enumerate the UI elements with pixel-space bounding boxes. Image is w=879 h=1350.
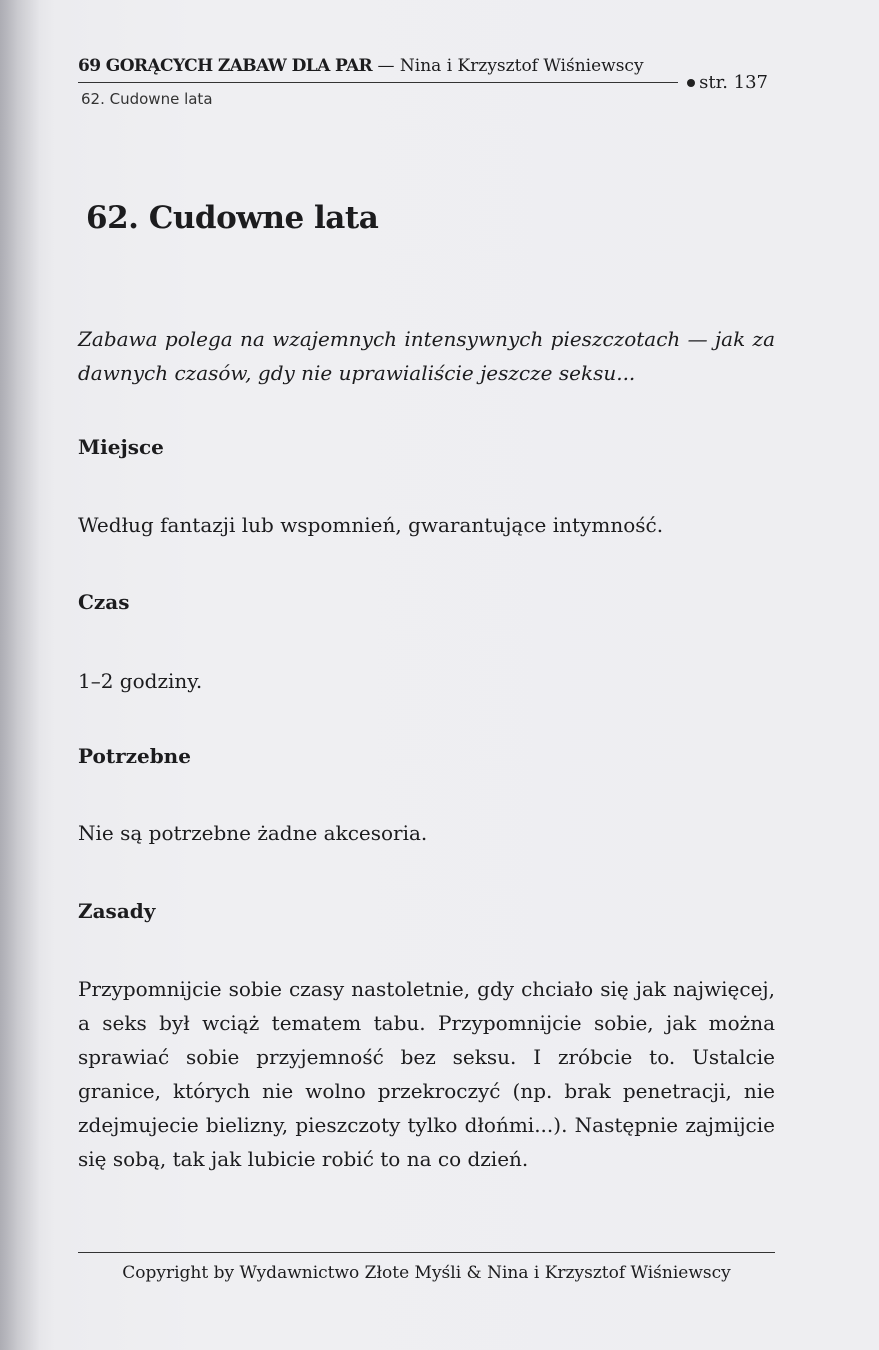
chapter-intro: Zabawa polega na wzajemnych intensywnych pieszczotach — jak za dawnych czasów, gdy nie uprawialiście jeszcze seksu... (78, 327, 775, 385)
header-authors: Nina i Krzysztof Wiśniewscy (399, 56, 644, 76)
header-section-name: 62. Cudowne lata (81, 90, 213, 108)
bullet-icon (687, 79, 695, 87)
header-rule (78, 82, 678, 83)
section-text-time: 1–2 godziny. (78, 669, 203, 693)
running-header (78, 56, 768, 114)
header-book-title: 69 GORĄCYCH ZABAW DLA PAR (78, 56, 373, 76)
page-number-label: str. 137 (699, 72, 768, 93)
footer-copyright: Copyright by Wydawnictwo Złote Myśli & Nina i Krzysztof Wiśniewscy (122, 1263, 731, 1283)
section-heading-rules: Zasady (78, 899, 156, 923)
spine-shadow (0, 0, 40, 1350)
section-text-place: Według fantazji lub wspomnień, gwarantujące intymność. (78, 513, 664, 537)
header-page-number (687, 72, 768, 93)
section-text-needed: Nie są potrzebne żadne akcesoria. (78, 821, 428, 845)
header-separator: — (372, 56, 400, 76)
section-heading-needed: Potrzebne (78, 744, 191, 768)
header-book-line (78, 56, 644, 76)
section-heading-place: Miejsce (78, 435, 164, 459)
section-heading-time: Czas (78, 590, 130, 614)
chapter-title: 62. Cudowne lata (86, 200, 379, 236)
section-text-rules: Przypomnijcie sobie czasy nastoletnie, gdy chciało się jak najwięcej, a seks był wciąż tematem tabu. Przypomnijcie sobie, jak można sprawiać sobie przyjemność bez seksu. I zróbcie to. Ustalcie granice, których nie wolno przekroczyć (np. brak penetracji, nie zdejmujecie bielizny, pieszczoty tylko dłońmi...). Następnie zajmijcie się sobą, tak jak lubicie robić to na co dzień. (78, 977, 775, 1171)
footer-rule (78, 1252, 775, 1253)
